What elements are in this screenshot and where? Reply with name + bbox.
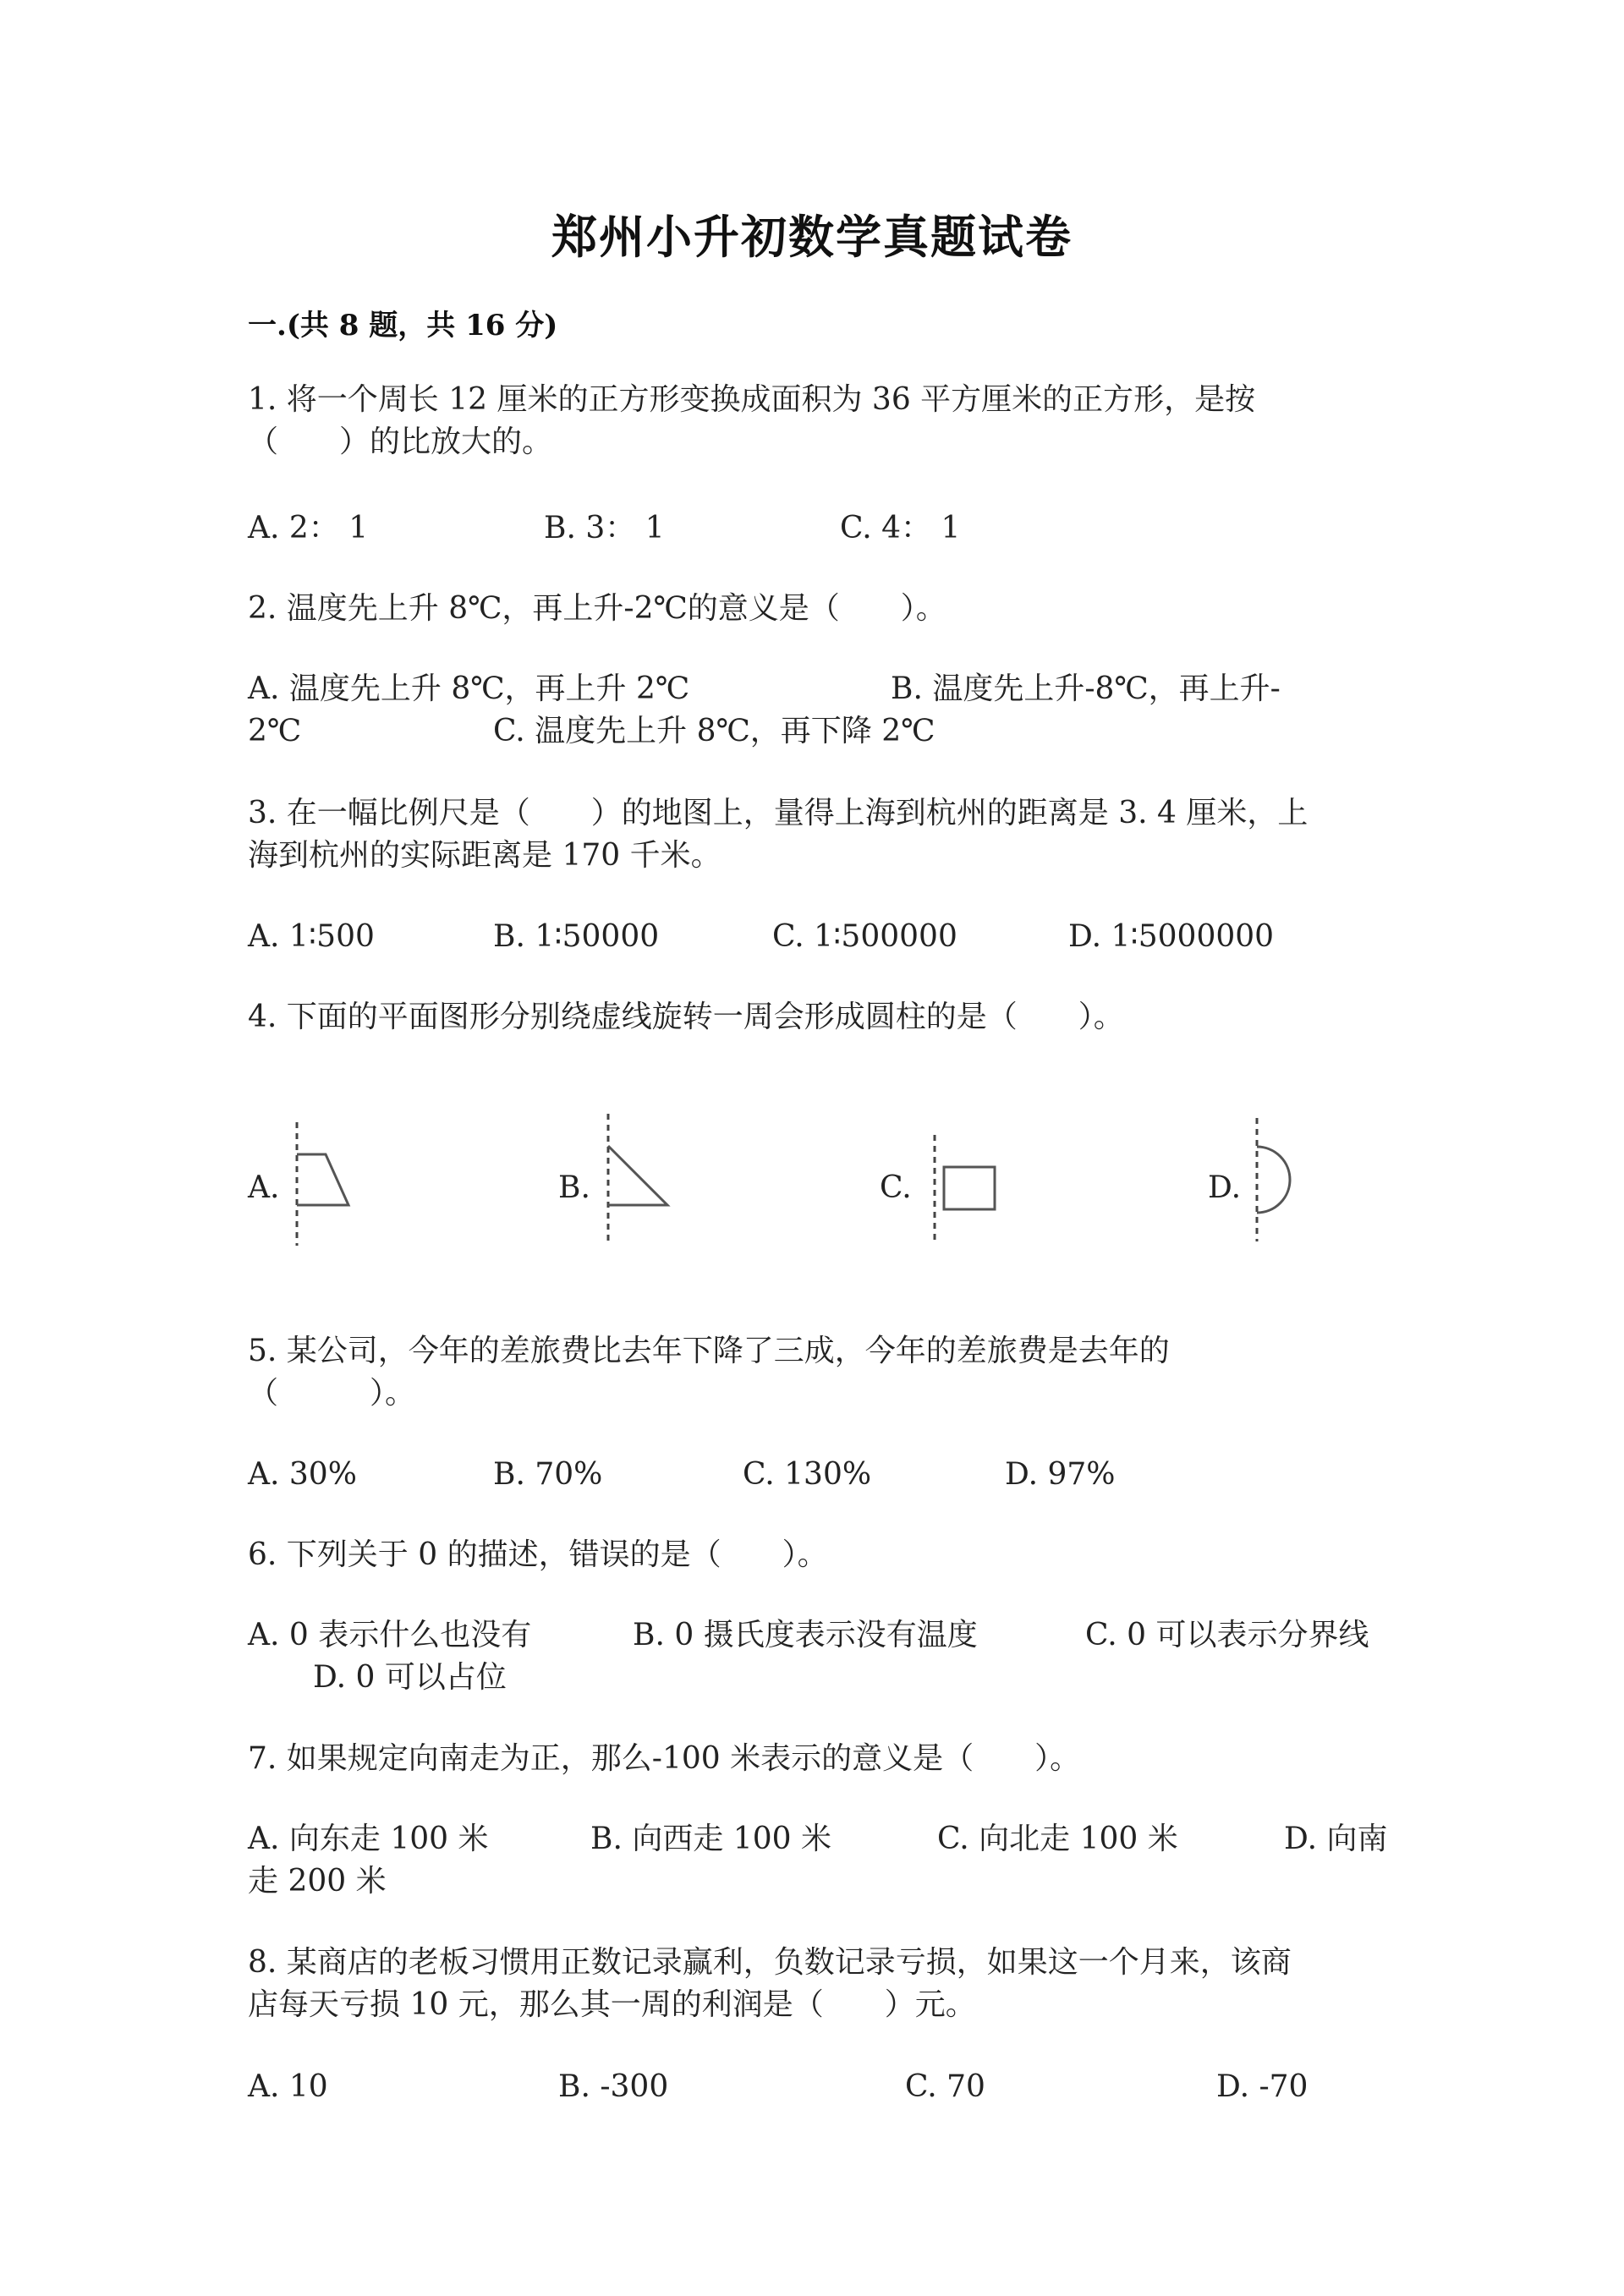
question-3-option-d[interactable]: D. 1∶5000000 [1068,919,1275,954]
question-6-option-c[interactable]: C. 0 可以表示分界线 [1085,1618,1369,1652]
figure-d-semicircle-icon [1245,1116,1304,1243]
question-7-text: 7. 如果规定向南走为正，那么-100 米表示的意义是（ ）。 [248,1741,1081,1776]
question-4-text: 4. 下面的平面图形分别绕虚线旋转一周会形成圆柱的是（ ）。 [248,1000,1124,1034]
figure-b-triangle-icon [596,1112,681,1247]
question-4-option-c[interactable]: C. [880,1170,912,1205]
question-7-option-d[interactable]: D. 向南 [1284,1822,1388,1856]
question-8-option-d[interactable]: D. -70 [1216,2069,1309,2104]
question-8-option-a[interactable]: A. 10 [248,2069,328,2104]
question-6-option-b[interactable]: B. 0 摄氏度表示没有温度 [633,1618,978,1652]
question-5-option-d[interactable]: D. 97% [1005,1457,1116,1492]
question-4-option-d[interactable]: D. [1208,1170,1242,1205]
question-6-text: 6. 下列关于 0 的描述，错误的是（ ）。 [248,1537,828,1572]
question-2-option-b[interactable]: B. 温度先上升-8℃，再上升- [891,671,1281,706]
figure-a-trapezoid-icon [288,1121,355,1247]
question-5-text: 5. 某公司，今年的差旅费比去年下降了三成，今年的差旅费是去年的 [248,1334,1170,1368]
question-7-option-d-cont[interactable]: 走 200 米 [248,1864,387,1899]
question-7-option-b[interactable]: B. 向西走 100 米 [590,1822,831,1856]
question-8-option-c[interactable]: C. 70 [905,2069,985,2104]
question-6-option-a[interactable]: A. 0 表示什么也没有 [248,1618,532,1652]
question-8-text-cont: 店每天亏损 10 元，那么其一周的利润是（ ）元。 [248,1987,976,2022]
question-3-option-b[interactable]: B. 1∶50000 [493,919,660,954]
question-8-text: 8. 某商店的老板习惯用正数记录赢利，负数记录亏损，如果这一个月来，该商 [248,1945,1292,1980]
question-6-option-d[interactable]: D. 0 可以占位 [313,1660,507,1695]
question-3-option-c[interactable]: C. 1∶500000 [772,919,957,954]
question-2-option-b-cont[interactable]: 2℃ [248,714,302,748]
question-5-option-a[interactable]: A. 30% [248,1457,357,1492]
question-4-option-b[interactable]: B. [558,1170,590,1205]
question-2-text: 2. 温度先上升 8℃，再上升-2℃的意义是（ ）。 [248,591,946,626]
question-2-option-c[interactable]: C. 温度先上升 8℃，再下降 2℃ [493,714,935,748]
question-1-text-cont: （ ）的比放大的。 [248,425,553,459]
question-3-text-cont: 海到杭州的实际距离是 170 千米。 [248,838,721,873]
question-1-option-a[interactable]: A. 2： 1 [248,511,369,545]
question-1-option-b[interactable]: B. 3： 1 [544,511,665,545]
question-4-option-a[interactable]: A. [248,1170,280,1205]
question-5-option-c[interactable]: C. 130% [743,1457,872,1492]
question-3-text: 3. 在一幅比例尺是（ ）的地图上，量得上海到杭州的距离是 3. 4 厘米，上 [248,796,1309,830]
question-1-option-c[interactable]: C. 4： 1 [840,511,961,545]
question-3-option-a[interactable]: A. 1∶500 [248,919,375,954]
question-5-text-cont: （ ）。 [248,1376,416,1411]
question-8-option-b[interactable]: B. -300 [558,2069,669,2104]
question-5-option-b[interactable]: B. 70% [493,1457,603,1492]
section-heading: 一.(共 8 题，共 16 分) [248,309,558,342]
question-2-option-a[interactable]: A. 温度先上升 8℃，再上升 2℃ [248,671,690,706]
question-7-option-a[interactable]: A. 向东走 100 米 [248,1822,489,1856]
page-title: 郑州小升初数学真题试卷 [551,210,1073,264]
figure-c-rectangle-icon [924,1133,1000,1243]
question-7-option-c[interactable]: C. 向北走 100 米 [937,1822,1178,1856]
question-1-text: 1. 将一个周长 12 厘米的正方形变换成面积为 36 平方厘米的正方形，是按 [248,382,1256,417]
